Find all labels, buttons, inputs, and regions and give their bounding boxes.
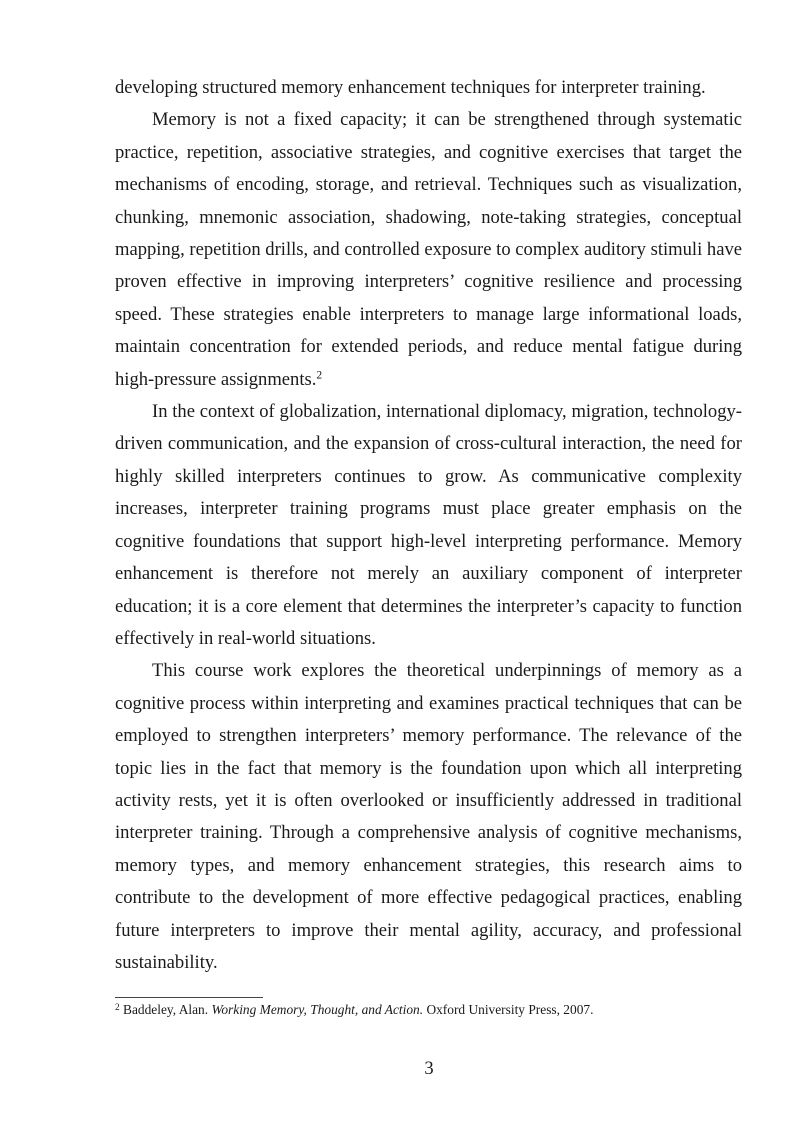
page-number: 3 [424,1058,434,1079]
paragraph-globalization [115,396,742,655]
paragraph-continuation [115,72,742,104]
paragraph-text: This course work explores the theoretical underpinnings of memory as a cognitive process within interpreting and examines practical techniques that can be employed to strengthen interpreters’ memory performance. The relevance of the topic lies in the fact that memory is the foundation upon which all interpreting activity rests, yet it is often overlooked or insufficiently addressed in traditional interpreter training. Through a comprehensive analysis of cognitive mechanisms, memory types, and memory enhancement strategies, this research aims to contribute to the development of more effective pedagogical practices, enabling future interpreters to improve their mental agility, accuracy, and professional sustainability. [115,660,742,973]
paragraph-text: In the context of globalization, international diplomacy, migration, technology-driven communication, and the expansion of cross-cultural interaction, the need for highly skilled interpreters continues to grow. As communicative complexity increases, interpreter training programs must place greater emphasis on the cognitive foundations that support high-level interpreting performance. Memory enhancement is therefore not merely an auxiliary component of interpreter education; it is a core element that determines the interpreter’s capacity to function effectively in real-world situations. [115,401,742,649]
paragraph-text: Memory is not a fixed capacity; it can be strengthened through systematic practice, repetition, associative strategies, and cognitive exercises that target the mechanisms of encoding, storage, and retrieval. Techniques such as visualization, chunking, mnemonic association, shadowing, note-taking strategies, conceptual mapping, repetition drills, and controlled exposure to complex auditory stimuli have proven effective in improving interpreters’ cognitive resilience and processing speed. These strategies enable interpreters to manage large informational loads, maintain concentration for extended periods, and reduce mental fatigue during high-pressure assignments. [115,109,742,390]
body-text [115,72,742,979]
footnote-marker: 2 [115,1002,120,1013]
footnote-title: Working Memory, Thought, and Action. [211,1002,424,1017]
footnote-reference[interactable]: 2 [316,369,323,382]
footnote-publisher: Oxford University Press, 2007. [426,1002,594,1017]
footnote [115,1002,742,1018]
footnote-author: Baddeley, Alan. [123,1002,209,1017]
footnote-separator [115,997,263,998]
paragraph-text: developing structured memory enhancement techniques for interpreter training. [115,77,706,98]
paragraph-memory-capacity [115,104,742,396]
paragraph-course-work [115,655,742,979]
